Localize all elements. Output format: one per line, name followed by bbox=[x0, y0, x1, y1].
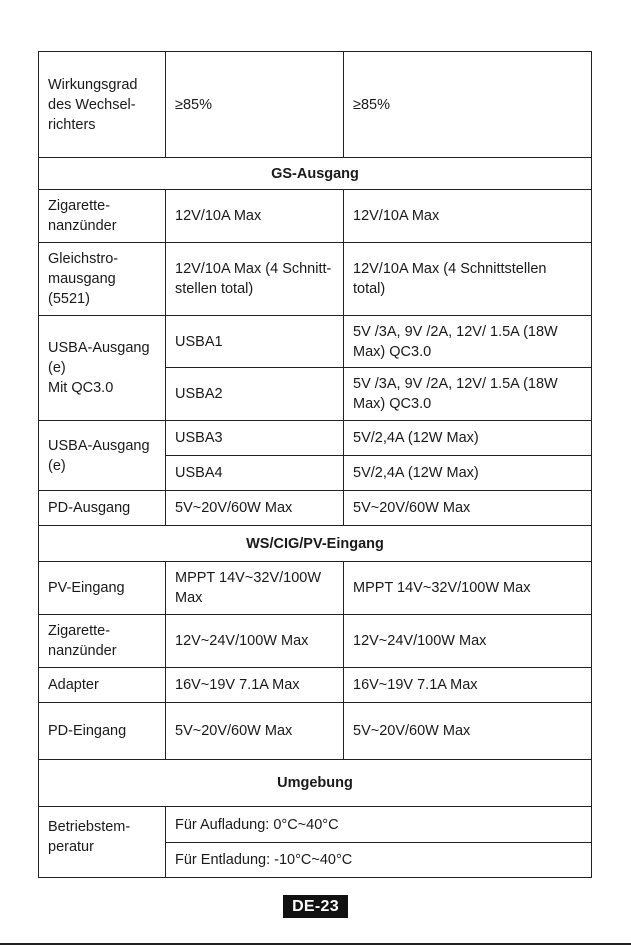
section-heading-environment: Umgebung bbox=[39, 760, 592, 807]
value-cell: 12V~24V/100W Max bbox=[166, 615, 344, 668]
bottom-divider bbox=[0, 943, 631, 945]
value-cell: 12V/10A Max (4 Schnittstellen total) bbox=[344, 243, 592, 316]
value-cell: MPPT 14V~32V/100W Max bbox=[344, 562, 592, 615]
row-label: Gleichstro- mausgang (5521) bbox=[39, 243, 166, 316]
value-cell: ≥85% bbox=[166, 52, 344, 158]
value-cell: Für Aufladung: 0°C~40°C bbox=[166, 807, 592, 843]
row-label: Wirkungsgrad des Wechsel- richters bbox=[39, 52, 166, 158]
port-cell: USBA3 bbox=[166, 421, 344, 456]
port-cell: USBA1 bbox=[166, 316, 344, 368]
value-cell: 5V~20V/60W Max bbox=[344, 703, 592, 760]
table-row bbox=[39, 316, 592, 368]
value-cell: 5V/2,4A (12W Max) bbox=[344, 421, 592, 456]
value-cell: 12V/10A Max bbox=[166, 190, 344, 243]
table-row bbox=[39, 562, 592, 615]
value-cell: ≥85% bbox=[344, 52, 592, 158]
value-cell: 5V/2,4A (12W Max) bbox=[344, 456, 592, 491]
row-label: Zigarette- nanzünder bbox=[39, 190, 166, 243]
row-label: Adapter bbox=[39, 668, 166, 703]
port-cell: USBA4 bbox=[166, 456, 344, 491]
value-cell: 5V /3A, 9V /2A, 12V/ 1.5A (18W Max) QC3.0 bbox=[344, 368, 592, 421]
section-heading-dc-output: GS-Ausgang bbox=[39, 158, 592, 190]
value-cell: 5V~20V/60W Max bbox=[166, 491, 344, 526]
value-cell: 12V~24V/100W Max bbox=[344, 615, 592, 668]
table-row bbox=[39, 668, 592, 703]
value-cell: 5V /3A, 9V /2A, 12V/ 1.5A (18W Max) QC3.0 bbox=[344, 316, 592, 368]
value-cell: 12V/10A Max (4 Schnitt- stellen total) bbox=[166, 243, 344, 316]
section-row bbox=[39, 526, 592, 562]
spec-table bbox=[38, 51, 592, 878]
table-row bbox=[39, 243, 592, 316]
row-label: PV-Eingang bbox=[39, 562, 166, 615]
row-label: Betriebstem- peratur bbox=[39, 807, 166, 878]
port-cell: USBA2 bbox=[166, 368, 344, 421]
table-row bbox=[39, 491, 592, 526]
row-label: Zigarette- nanzünder bbox=[39, 615, 166, 668]
value-cell: 16V~19V 7.1A Max bbox=[344, 668, 592, 703]
row-label: USBA-Ausgang (e) bbox=[39, 421, 166, 491]
table-row bbox=[39, 52, 592, 158]
table-row bbox=[39, 807, 592, 843]
row-label: PD-Eingang bbox=[39, 703, 166, 760]
section-row bbox=[39, 760, 592, 807]
table-row bbox=[39, 703, 592, 760]
table-row bbox=[39, 615, 592, 668]
row-label: PD-Ausgang bbox=[39, 491, 166, 526]
value-cell: 12V/10A Max bbox=[344, 190, 592, 243]
value-cell: 5V~20V/60W Max bbox=[344, 491, 592, 526]
value-cell: 5V~20V/60W Max bbox=[166, 703, 344, 760]
value-cell: MPPT 14V~32V/100W Max bbox=[166, 562, 344, 615]
table-row bbox=[39, 190, 592, 243]
row-label: USBA-Ausgang (e) Mit QC3.0 bbox=[39, 316, 166, 421]
table-row bbox=[39, 421, 592, 456]
value-cell: 16V~19V 7.1A Max bbox=[166, 668, 344, 703]
section-heading-input: WS/CIG/PV-Eingang bbox=[39, 526, 592, 562]
page-number-badge: DE-23 bbox=[283, 895, 348, 918]
value-cell: Für Entladung: -10°C~40°C bbox=[166, 843, 592, 878]
section-row bbox=[39, 158, 592, 190]
